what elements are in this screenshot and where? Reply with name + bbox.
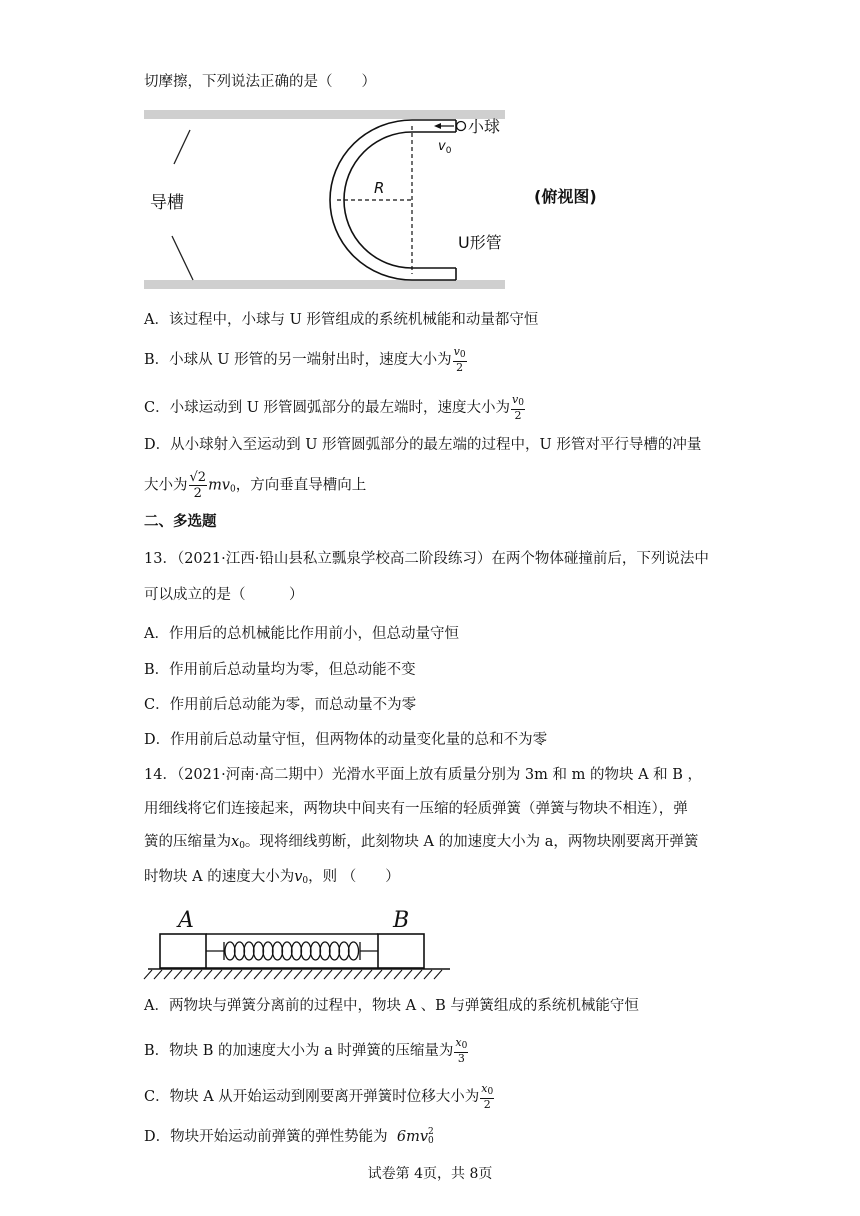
label-block-b: B	[393, 908, 410, 933]
q14-option-d: D．物块开始运动前弹簧的弹性势能为 6mv 2 0	[144, 1127, 434, 1146]
ground-hatch	[314, 970, 322, 979]
q14-stem-line2: 用细线将它们连接起来，两物块中间夹有一压缩的轻质弹簧（弹簧与物块不相连），弹	[144, 801, 688, 817]
spring-coil	[244, 942, 254, 960]
spring-coil	[282, 942, 292, 960]
q13-stem-line1: 13．（2021·江西·铅山县私立瓢泉学校高二阶段练习）在两个物体碰撞前后，下列说法中	[144, 551, 709, 567]
ground-hatch	[284, 970, 292, 979]
page-footer: 试卷第 4页，共 8页	[367, 1166, 493, 1182]
q14-option-b: B．物块 B 的加速度大小为 a 时弹簧的压缩量为 $\frac{x_0}{3}$	[144, 1036, 468, 1065]
q14-stem-line1: 14．（2021·河南·高二期中）光滑水平面上放有质量分别为 3m 和 m 的物块 A 和 B ，	[144, 767, 703, 783]
label-block-a: A	[178, 908, 194, 933]
q13-option-c: C．作用前后总动能为零，而总动量不为零	[144, 697, 417, 713]
ground-hatch	[404, 970, 412, 979]
label-top-view: (俯视图)	[534, 187, 597, 206]
ground-hatch	[264, 970, 272, 979]
spring-coil	[330, 942, 340, 960]
ground-hatch	[244, 970, 252, 979]
q13-option-a: A．作用后的总机械能比作用前小，但总动量守恒	[144, 626, 459, 642]
q12-option-b: B．小球从 U 形管的另一端射出时，速度大小为 $\frac{v_0}{2}$	[144, 345, 466, 374]
ground-hatch	[174, 970, 182, 979]
ground-hatch	[354, 970, 362, 979]
ground-hatch	[184, 970, 192, 979]
spring-coil	[225, 942, 235, 960]
u-tube-outer	[330, 120, 412, 280]
fraction-x0-over-2: $\frac{x_0}{2}$	[481, 1082, 494, 1111]
spring-coils	[225, 942, 359, 960]
spring-coil	[263, 942, 273, 960]
label-ball: 小球	[468, 117, 501, 136]
guide-rail-bottom	[144, 280, 505, 289]
label-guide: 导槽	[150, 193, 184, 213]
label-v0: v	[438, 139, 446, 154]
label-u-tube: U形管	[458, 233, 502, 252]
q13-option-b: B．作用前后总动量均为零，但总动能不变	[144, 662, 416, 678]
q12-option-a: A．该过程中，小球与 U 形管组成的系统机械能和动量都守恒	[144, 312, 539, 328]
ground-hatch	[214, 970, 222, 979]
ball-icon	[457, 122, 466, 131]
ground-hatch	[234, 970, 242, 979]
q14-stem-line3: 簧的压缩量为$x_0$。现将细线剪断，此刻物块 A 的加速度大小为 a，两物块刚要离开弹簧	[144, 834, 699, 851]
block-b	[378, 934, 424, 968]
ground-hatch	[304, 970, 312, 979]
guide-rail-top	[144, 110, 505, 119]
ground-hatch	[424, 970, 432, 979]
ground-hatch	[154, 970, 162, 979]
ground-hatch	[194, 970, 202, 979]
ground-hatch	[294, 970, 302, 979]
spring-coil	[273, 942, 283, 960]
spring-coil	[292, 942, 302, 960]
ground-hatch	[274, 970, 282, 979]
ground-hatch	[374, 970, 382, 979]
ground-hatch	[224, 970, 232, 979]
ground-hatch	[384, 970, 392, 979]
fraction-x0-over-3: $\frac{x_0}{3}$	[455, 1036, 468, 1065]
ground-hatch	[394, 970, 402, 979]
ground-hatch	[164, 970, 172, 979]
ground-hatch	[144, 970, 152, 979]
q14-option-c: C．物块 A 从开始运动到刚要离开弹簧时位移大小为 $\frac{x_0}{2}$	[144, 1082, 494, 1111]
question-12-stem-tail: 切摩擦，下列说法正确的是（ ）	[144, 74, 376, 90]
ground-hatch	[364, 970, 372, 979]
fraction-sqrt2-over-2: $\frac{√2}{2}$	[189, 470, 207, 501]
ground-hatch	[414, 970, 422, 979]
fraction-v0-over-2: $\frac{v_0}{2}$	[453, 345, 466, 374]
u-tube-figure	[140, 106, 620, 298]
spring-coil	[235, 942, 245, 960]
q14-option-a: A．两物块与弹簧分离前的过程中，物块 A 、B 与弹簧组成的系统机械能守恒	[144, 998, 639, 1014]
ground-hatch	[254, 970, 262, 979]
q12-option-d-line2: 大小为 $\frac{√2}{2}$ $mv_0$，方向垂直导槽向上	[144, 470, 367, 501]
spring-coil	[339, 942, 349, 960]
q14-stem-line4: 时物块 A 的速度大小为$v_0$，则 （ ）	[144, 869, 400, 886]
section-title: 二、多选题	[144, 513, 217, 530]
spring-coil	[320, 942, 330, 960]
q13-option-d: D．作用前后总动量守恒，但两物体的动量变化量的总和不为零	[144, 732, 548, 748]
ground-hatch	[204, 970, 212, 979]
ground-hatch	[324, 970, 332, 979]
spring-blocks-figure	[140, 900, 460, 985]
ground-hatch	[344, 970, 352, 979]
q13-stem-line2: 可以成立的是（ ）	[144, 587, 304, 603]
label-radius: R	[374, 179, 385, 197]
svg-text:v0: $v_0$	[438, 139, 452, 156]
q12-option-c: C．小球运动到 U 形管圆弧部分的最左端时，速度大小为 $\frac{v_0}{2}$	[144, 393, 524, 422]
ground-hatch	[434, 970, 442, 979]
block-a	[160, 934, 206, 968]
ground-hatch	[334, 970, 342, 979]
q12-option-d-line1: D．从小球射入至运动到 U 形管圆弧部分的最左端的过程中，U 形管对平行导槽的冲量	[144, 437, 702, 453]
spring-coil	[301, 942, 311, 960]
fraction-v0-over-2: $\frac{v_0}{2}$	[512, 393, 524, 422]
spring-coil	[254, 942, 264, 960]
spring-coil	[349, 942, 359, 960]
spring-coil	[311, 942, 321, 960]
